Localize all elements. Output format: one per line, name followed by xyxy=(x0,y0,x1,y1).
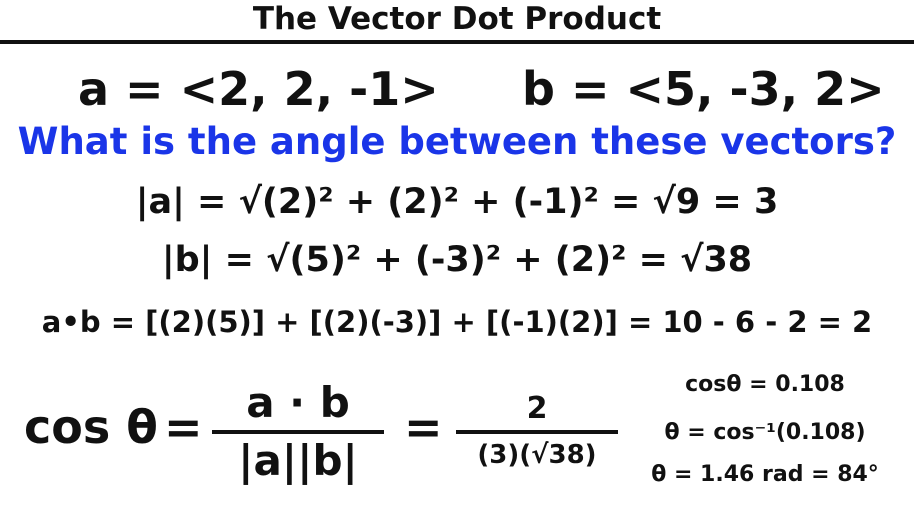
magnitude-b: |b| = √(5)² + (-3)² + (2)² = √38 xyxy=(161,240,753,280)
dot-over-magnitudes-fraction xyxy=(212,378,384,486)
fraction-numerator: a · b xyxy=(246,378,350,427)
vector-b: b = <5, -3, 2> xyxy=(522,62,885,116)
result-arccos: θ = cos⁻¹(0.108) xyxy=(664,420,866,445)
page-title: The Vector Dot Product xyxy=(252,1,662,37)
equals-sign-2: = xyxy=(404,400,443,454)
equals-sign-1: = xyxy=(164,400,203,454)
result-cos-value: cosθ = 0.108 xyxy=(685,372,845,397)
magnitude-a: |a| = √(2)² + (2)² + (-1)² = √9 = 3 xyxy=(135,182,779,222)
fraction-bar xyxy=(456,430,618,434)
question-text: What is the angle between these vectors? xyxy=(17,120,897,163)
fraction-denominator: (3)(√38) xyxy=(477,440,597,470)
fraction-numerator: 2 xyxy=(526,391,548,426)
numeric-fraction xyxy=(456,390,618,474)
cos-theta-label: cos θ xyxy=(24,400,158,454)
dot-product-expansion: a•b = [(2)(5)] + [(2)(-3)] + [(-1)(2)] = 10 - 6 - 2 = 2 xyxy=(41,305,873,339)
fraction-bar xyxy=(212,430,384,434)
vector-a: a = <2, 2, -1> xyxy=(78,62,439,116)
fraction-denominator: |a||b| xyxy=(238,436,358,485)
title-divider xyxy=(0,40,914,44)
result-angle: θ = 1.46 rad = 84° xyxy=(651,462,879,487)
